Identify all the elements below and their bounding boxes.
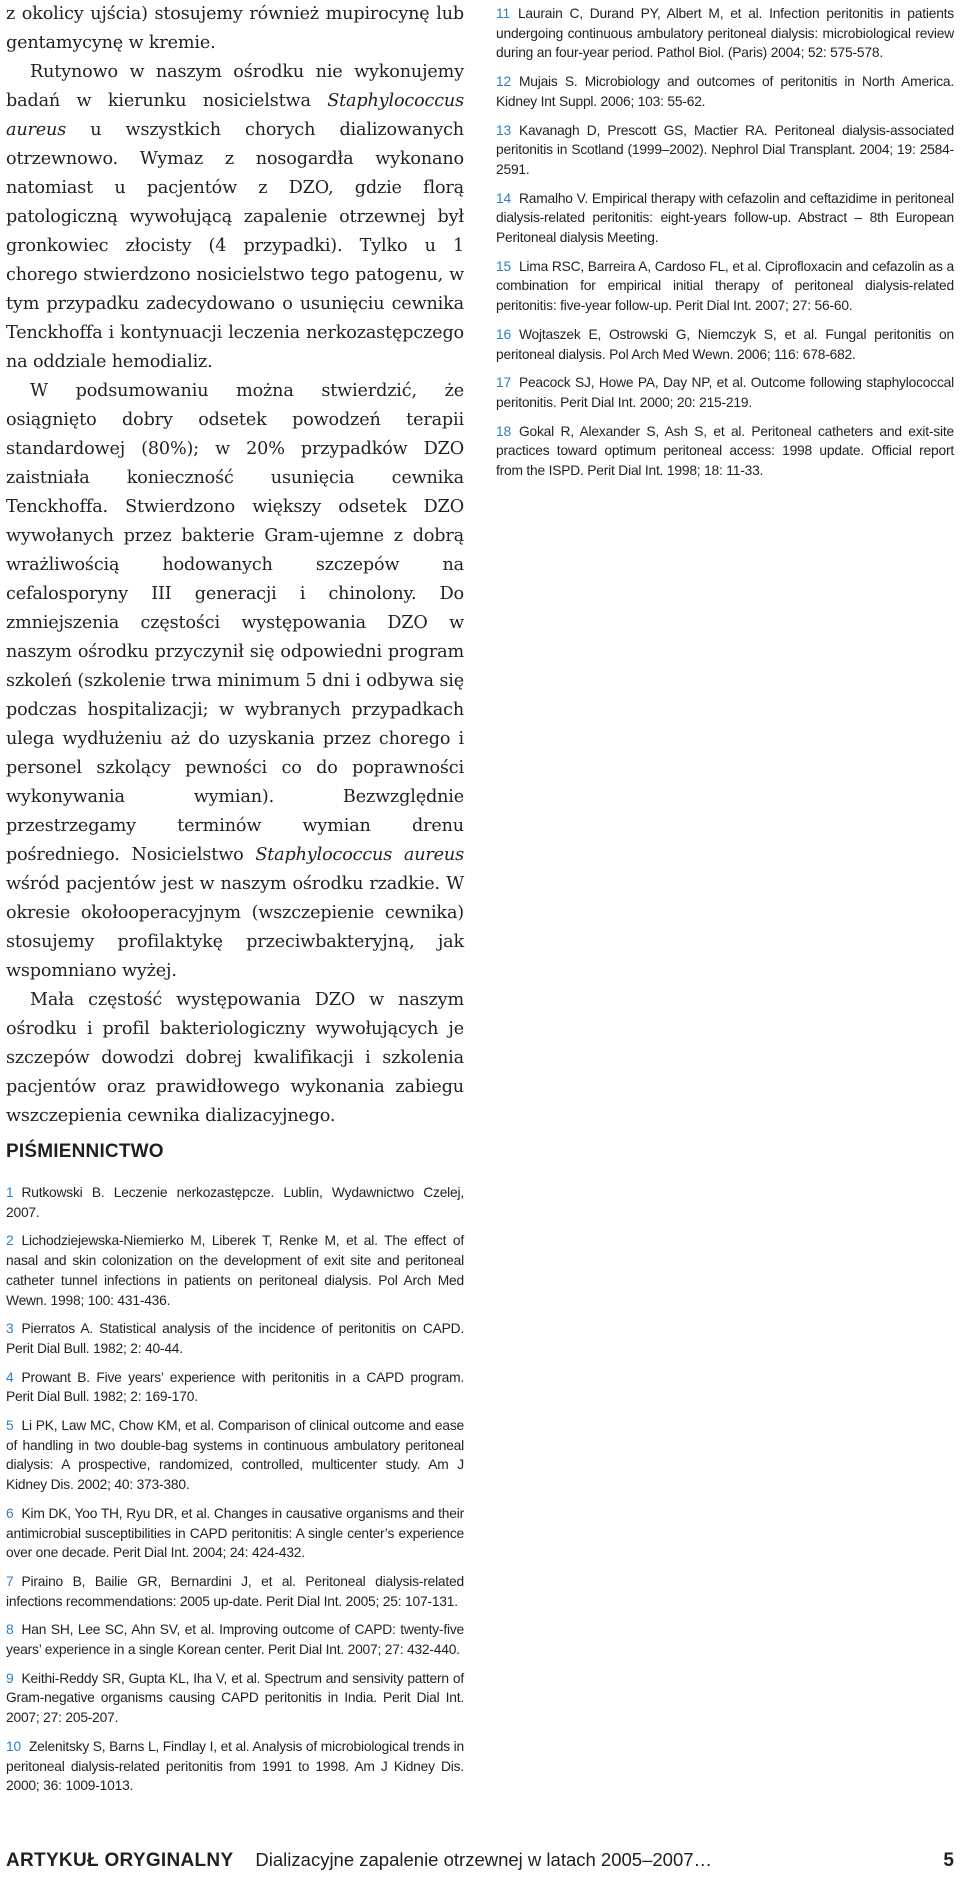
- reference-list-right: [496, 4, 954, 490]
- species-name: Staphylococcus aureus: [255, 845, 464, 865]
- reference-number: 11: [496, 6, 510, 21]
- reference-number: 7: [6, 1573, 14, 1589]
- reference-text: Kavanagh D, Prescott GS, Mactier RA. Peritoneal dialysis-associated peritonitis in Scotland (1999–2002). Nephrol Dial Transplant. 2004; 19: 2584-2591.: [496, 122, 954, 177]
- reference-number: 10: [6, 1738, 21, 1754]
- reference-item: [496, 72, 954, 111]
- text-run: wśród pacjentów jest w naszym ośrodku rzadkie. W okresie okołooperacyjnym (wszczepienie cewnika) stosujemy profilaktykę przeciwbakteryjną, jak wspomniano wyżej.: [6, 874, 464, 981]
- reference-item: [6, 1319, 464, 1358]
- reference-number: 3: [6, 1321, 14, 1337]
- reference-item: [6, 1368, 464, 1407]
- reference-text: Pierratos A. Statistical analysis of the incidence of peritonitis on CAPD. Perit Dial Bull. 1982; 2: 40-44.: [6, 1321, 464, 1356]
- reference-text: Mujais S. Microbiology and outcomes of peritonitis in North America. Kidney Int Suppl. 2006; 103: 55-62.: [496, 74, 954, 109]
- reference-text: Ramalho V. Empirical therapy with cefazolin and ceftazidime in peritoneal dialysis-related peritonitis: eight-years follow-up. Abstract – 8th European Peritoneal dialysis Meeting.: [496, 190, 954, 246]
- reference-item: [6, 1669, 464, 1728]
- reference-item: [6, 1183, 464, 1222]
- reference-text: Lima RSC, Barreira A, Cardoso FL, et al. Ciprofloxacin and cefazolin as a combination for empirical initial therapy of peritoneal dialysis-related peritonitis: five-year follow-up. Perit Dial Int. 2007; 27: 56-60.: [496, 258, 954, 314]
- body-paragraph: Mała częstość występowania DZO w naszym ośrodku i profil bakteriologiczny wywołujących je szczepów dowodzi dobrej kwalifikacji i szkolenia pacjentów oraz prawidłowego wykonania zabiegu wszczepienia cewnika dializacyjnego.: [6, 990, 464, 1126]
- reference-item: [6, 1620, 464, 1659]
- reference-item: [496, 422, 954, 481]
- reference-number: 8: [6, 1622, 14, 1638]
- reference-text: Wojtaszek E, Ostrowski G, Niemczyk S, et al. Fungal peritonitis on peritoneal dialysis. Pol Arch Med Wewn. 2006; 116: 678-682.: [496, 326, 954, 362]
- reference-number: 2: [6, 1233, 14, 1249]
- reference-number: 1: [6, 1185, 14, 1200]
- running-title: Dializacyjne zapalenie otrzewnej w latach 2005–2007…: [255, 1849, 713, 1870]
- reference-item: [496, 373, 954, 412]
- reference-item: [6, 1416, 464, 1495]
- reference-text: Kim DK, Yoo TH, Ryu DR, et al. Changes in causative organisms and their antimicrobial susceptibilities in CAPD peritonitis: A single center’s experience over one decade. Perit Dial Int. 2004; 24: 424-432.: [6, 1505, 464, 1561]
- reference-text: Han SH, Lee SC, Ahn SV, et al. Improving outcome of CAPD: twenty-five years’ experience in a single Korean center. Perit Dial Int. 2007; 27: 432-440.: [6, 1622, 464, 1658]
- page-footer: [6, 1849, 960, 1879]
- reference-text: Lichodziejewska-Niemierko M, Liberek T, Renke M, et al. The effect of nasal and skin colonization on the development of exit site and peritoneal catheter tunnel infections in patients on peritoneal dialysis. Pol Arch Med Wewn. 1998; 100: 431-436.: [6, 1233, 464, 1308]
- reference-item: [6, 1504, 464, 1563]
- reference-item: [6, 1231, 464, 1310]
- reference-number: 15: [496, 258, 511, 274]
- reference-text: Rutkowski B. Leczenie nerkozastępcze. Lublin, Wydawnictwo Czelej, 2007.: [6, 1185, 464, 1220]
- body-paragraph: z okolicy ujścia) stosujemy również mupirocynę lub gentamycynę w kremie.: [6, 4, 464, 53]
- reference-number: 14: [496, 190, 511, 206]
- reference-list-left: [6, 1183, 464, 1805]
- reference-item: [6, 1737, 464, 1796]
- article-body-column: [6, 0, 464, 1131]
- reference-item: [496, 4, 954, 63]
- reference-number: 16: [496, 326, 511, 342]
- reference-number: 4: [6, 1369, 14, 1385]
- reference-number: 13: [496, 122, 511, 138]
- references-heading: PIŚMIENNICTWO: [6, 1141, 164, 1162]
- reference-number: 12: [496, 74, 511, 90]
- text-run: Rutynowo w naszym ośrodku nie wykonujemy badań w kierunku nosicielstwa: [6, 62, 464, 111]
- reference-item: [496, 257, 954, 316]
- reference-item: [496, 189, 954, 248]
- reference-number: 6: [6, 1505, 14, 1521]
- reference-number: 5: [6, 1418, 14, 1434]
- article-type-label: ARTYKUŁ ORYGINALNY: [6, 1850, 234, 1871]
- reference-text: Prowant B. Five years’ experience with peritonitis in a CAPD program. Perit Dial Bull. 1982; 2: 169-170.: [6, 1369, 464, 1405]
- reference-text: Li PK, Law MC, Chow KM, et al. Comparison of clinical outcome and ease of handling in two double-bag systems in continuous ambulatory peritoneal dialysis: A prospective, randomized, controlled, multicenter study. Am J Kidney Dis. 2002; 40: 373-380.: [6, 1418, 464, 1493]
- reference-number: 9: [6, 1670, 14, 1686]
- reference-number: 17: [496, 375, 511, 391]
- reference-item: [496, 325, 954, 364]
- body-paragraph: [6, 58, 464, 377]
- reference-text: Piraino B, Bailie GR, Bernardini J, et al. Peritoneal dialysis-related infections recommendations: 2005 up-date. Perit Dial Int. 2005; 25: 107-131.: [6, 1573, 464, 1609]
- text-run: W podsumowaniu można stwierdzić, że osiągnięto dobry odsetek powodzeń terapii standardowej (80%); w 20% przypadków DZO zaistniała konieczność usunięcia cewnika Tenckhoffa. Stwierdzono większy odsetek DZO wywołanych przez bakterie Gram-ujemne z dobrą wrażliwością hodowanych szczepów na cefalosporyny III generacji i chinolony. Do zmniejszenia częstości występowania DZO w naszym ośrodku przyczynił się odpowiedni program szkoleń (szkolenie trwa minimum 5 dni i odbywa się podczas hospitalizacji; w wybranych przypadkach ulega wydłużeniu aż do uzyskania przez chorego i personel szkolący pewności co do poprawności wykonywania wymian). Bezwzględnie przestrzegamy terminów wymian drenu pośredniego. Nosicielstwo: [6, 381, 464, 865]
- reference-text: Gokal R, Alexander S, Ash S, et al. Peritoneal catheters and exit-site practices toward optimum peritoneal access: 1998 update. Official report from the ISPD. Perit Dial Int. 1998; 18: 11-33.: [496, 423, 954, 479]
- reference-item: [496, 121, 954, 180]
- reference-item: [6, 1572, 464, 1611]
- species-name: Staphylococcus aureus: [6, 91, 464, 140]
- body-paragraph: [6, 377, 464, 986]
- reference-text: Laurain C, Durand PY, Albert M, et al. Infection peritonitis in patients undergoing continuous ambulatory peritoneal dialysis: microbiological review during an four-year period. Pathol Biol. (Paris) 2004; 52: 575-578.: [496, 6, 954, 61]
- reference-text: Peacock SJ, Howe PA, Day NP, et al. Outcome following staphylococcal peritonitis. Perit Dial Int. 2000; 20: 215-219.: [496, 375, 954, 410]
- reference-text: Keithi-Reddy SR, Gupta KL, Iha V, et al. Spectrum and sensivity pattern of Gram-negative organisms causing CAPD peritonitis in India. Perit Dial Int. 2007; 27: 205-207.: [6, 1670, 464, 1726]
- reference-number: 18: [496, 423, 511, 439]
- text-run: u wszystkich chorych dializowanych otrzewnowo. Wymaz z nosogardła wykonano natomiast u pacjentów z DZO, gdzie florą patologiczną wywołującą zapalenie otrzewnej był gronkowiec złocisty (4 przypadki). Tylko u 1 chorego stwierdzono nosicielstwo tego patogenu, w tym przypadku zadecydowano o usunięciu cewnika Tenckhoffa i kontynuacji leczenia nerkozastępczego na oddziale hemodializ.: [6, 120, 464, 372]
- reference-text: Zelenitsky S, Barns L, Findlay I, et al. Analysis of microbiological trends in peritoneal dialysis-related peritonitis from 1991 to 1998. Am J Kidney Dis. 2000; 36: 1009-1013.: [6, 1738, 464, 1794]
- page-number: 5: [943, 1850, 954, 1871]
